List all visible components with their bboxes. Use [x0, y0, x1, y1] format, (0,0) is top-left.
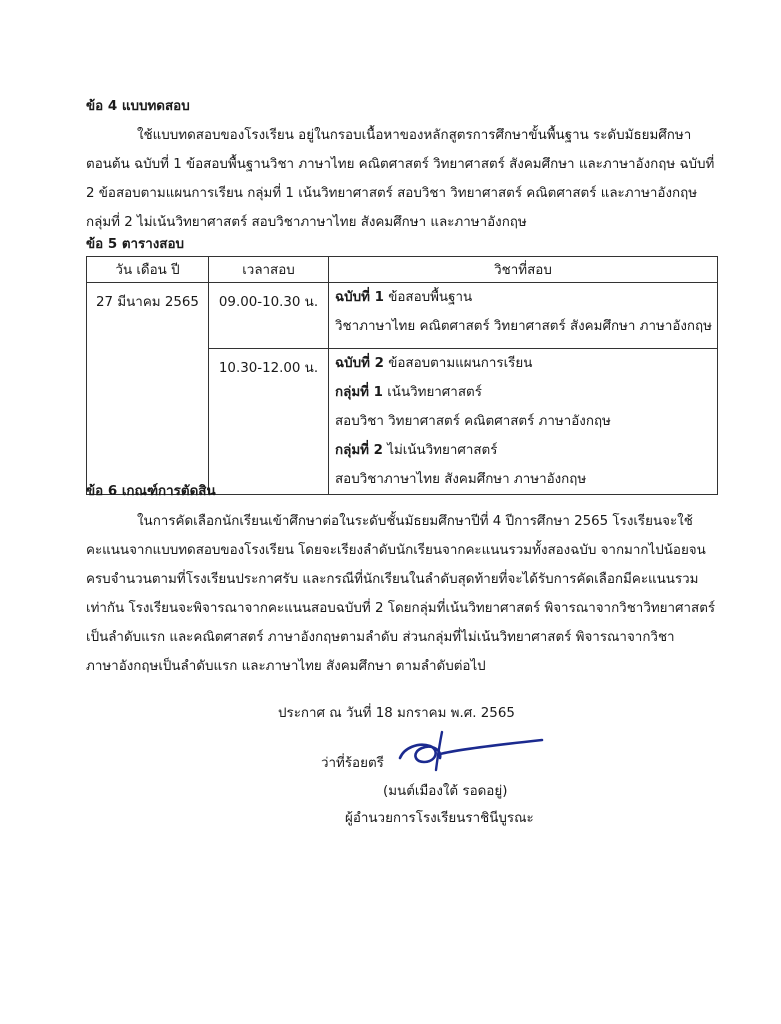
- group-1-label: กลุ่มที่ 1: [335, 385, 383, 400]
- section-6-line-4: เท่ากัน โรงเรียนจะพิจารณาจากคะแนนสอบฉบับที่ 2 โดยกลุ่มที่เน้นวิทยาศาสตร์ พิจารณาจากวิชาวิทยาศาสตร์: [86, 601, 716, 616]
- section-6-line-5: เป็นลำดับแรก และคณิตศาสตร์ ภาษาอังกฤษตามลำดับ ส่วนกลุ่มที่ไม่เน้นวิทยาศาสตร์ พิจารณาจากวิชา: [86, 630, 675, 645]
- section-4-line-2: ตอนต้น ฉบับที่ 1 ข้อสอบพื้นฐานวิชา ภาษาไทย คณิตศาสตร์ วิทยาศาสตร์ สังคมศึกษา และภาษาอังกฤษ ฉบับที่: [86, 157, 715, 172]
- section-4-heading: ข้อ 4 แบบทดสอบ: [86, 99, 190, 114]
- header-date: วัน เดือน ปี: [87, 257, 209, 283]
- slot-2-subjects-cell: [329, 349, 718, 495]
- acting-rank: ว่าที่ร้อยตรี: [321, 756, 384, 771]
- announcement-date: ประกาศ ณ วันที่ 18 มกราคม พ.ศ. 2565: [278, 706, 515, 721]
- slot-1-subjects-cell: [329, 283, 718, 349]
- section-4-line-4: กลุ่มที่ 2 ไม่เน้นวิทยาศาสตร์ สอบวิชาภาษาไทย สังคมศึกษา และภาษาอังกฤษ: [86, 215, 527, 230]
- group-2-line: [329, 436, 717, 465]
- section-6-line-2: คะแนนจากแบบทดสอบของโรงเรียน โดยจะเรียงลำดับนักเรียนจากคะแนนรวมทั้งสองฉบับ จากมากไปน้อยจน: [86, 543, 706, 558]
- slot-1-paper: [329, 283, 717, 312]
- slot-2-paper-desc: ข้อสอบตามแผนการเรียน: [383, 356, 533, 371]
- slot-2-time: 10.30-12.00 น.: [209, 349, 329, 495]
- section-5-heading: ข้อ 5 ตารางสอบ: [86, 237, 185, 252]
- exam-date: 27 มีนาคม 2565: [87, 283, 209, 495]
- slot-1-time: 09.00-10.30 น.: [209, 283, 329, 349]
- handwritten-signature: [396, 728, 546, 774]
- group-2-desc: ไม่เน้นวิทยาศาสตร์: [382, 443, 498, 458]
- table-row: [87, 283, 718, 349]
- header-time: เวลาสอบ: [209, 257, 329, 283]
- section-4-line-1: ใช้แบบทดสอบของโรงเรียน อยู่ในกรอบเนื้อหาของหลักสูตรการศึกษาขั้นพื้นฐาน ระดับมัธยมศึกษา: [137, 128, 692, 143]
- header-subjects: วิชาที่สอบ: [329, 257, 718, 283]
- section-6-line-6: ภาษาอังกฤษเป็นลำดับแรก และภาษาไทย สังคมศึกษา ตามลำดับต่อไป: [86, 659, 486, 674]
- signer-position: ผู้อำนวยการโรงเรียนราชินีบูรณะ: [345, 811, 534, 826]
- slot-1-paper-desc: ข้อสอบพื้นฐาน: [383, 290, 473, 305]
- section-6-line-3: ครบจำนวนตามที่โรงเรียนประกาศรับ และกรณีที่นักเรียนในลำดับสุดท้ายที่จะได้รับการคัดเลือกมีคะแนนรวม: [86, 572, 699, 587]
- slot-2-paper-label: ฉบับที่ 2: [335, 356, 384, 371]
- section-6-line-1: ในการคัดเลือกนักเรียนเข้าศึกษาต่อในระดับชั้นมัธยมศึกษาปีที่ 4 ปีการศึกษา 2565 โรงเรียนจะใช้: [137, 514, 693, 529]
- group-1-subjects: สอบวิชา วิทยาศาสตร์ คณิตศาสตร์ ภาษาอังกฤษ: [335, 414, 611, 429]
- table-header-row: [87, 257, 718, 283]
- section-4-line-3: 2 ข้อสอบตามแผนการเรียน กลุ่มที่ 1 เน้นวิทยาศาสตร์ สอบวิชา วิทยาศาสตร์ คณิตศาสตร์ และภาษาอังกฤษ: [86, 186, 698, 201]
- exam-schedule-table: [86, 256, 718, 495]
- slot-1-paper-label: ฉบับที่ 1: [335, 290, 384, 305]
- slot-1-subject-list: วิชาภาษาไทย คณิตศาสตร์ วิทยาศาสตร์ สังคมศึกษา ภาษาอังกฤษ: [335, 319, 712, 334]
- group-1-line: [329, 378, 717, 407]
- signer-name: (มนต์เมืองใต้ รอดอยู่): [383, 784, 508, 799]
- group-2-label: กลุ่มที่ 2: [335, 443, 383, 458]
- group-2-subjects: สอบวิชาภาษาไทย สังคมศึกษา ภาษาอังกฤษ: [335, 472, 587, 487]
- slot-2-paper: [329, 349, 717, 378]
- group-1-desc: เน้นวิทยาศาสตร์: [382, 385, 482, 400]
- section-6-heading: ข้อ 6 เกณฑ์การตัดสิน: [86, 484, 216, 499]
